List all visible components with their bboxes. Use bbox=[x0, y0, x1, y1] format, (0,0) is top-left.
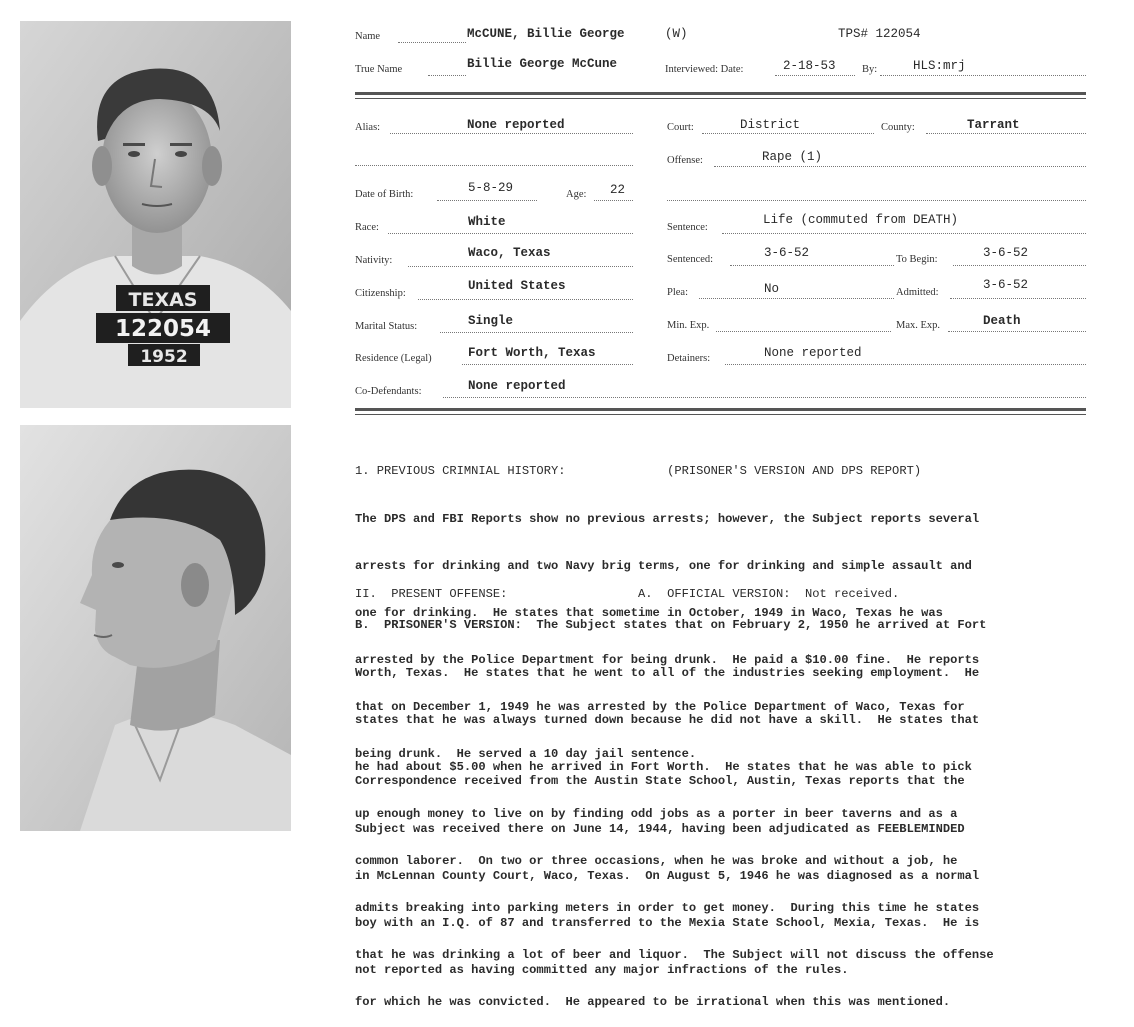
correspondence-line: Correspondence received from the Austin State School, Austin, Texas reports that the bbox=[355, 774, 965, 789]
alias-label: Alias: bbox=[355, 122, 381, 133]
prisoner-version-line: admits breaking into parking meters in order to get money. During this time he states bbox=[355, 901, 980, 916]
residence-label: Residence (Legal) bbox=[355, 353, 432, 364]
race-value: White bbox=[468, 215, 506, 229]
admitted-value: 3-6-52 bbox=[983, 278, 1029, 292]
name-value: McCUNE, Billie George bbox=[467, 27, 625, 41]
admitted-label: Admitted: bbox=[896, 287, 939, 298]
criminal-history-heading: 1. PREVIOUS CRIMNIAL HISTORY: bbox=[355, 464, 566, 479]
to-begin-label: To Begin: bbox=[896, 254, 938, 265]
correspondence-line: Subject was received there on June 14, 1944, having been adjudicated as FEEBLEMINDED bbox=[355, 821, 965, 836]
max-exp-dots bbox=[948, 331, 1086, 332]
tps-number: TPS# 122054 bbox=[838, 27, 921, 41]
by-dots bbox=[880, 75, 1086, 76]
prisoner-version-line: Worth, Texas. He states that he went to all of the industries seeking employment. He bbox=[355, 665, 980, 680]
plate-number-text: 122054 bbox=[114, 316, 212, 342]
dob-value: 5-8-29 bbox=[468, 181, 514, 195]
prisoner-version-line: that he was drinking a lot of beer and liquor. The Subject will not discuss the offense bbox=[355, 948, 994, 963]
interviewed-date: 2-18-53 bbox=[783, 59, 836, 73]
plate-state-text: TEXAS bbox=[128, 289, 198, 311]
prisoner-version-line: he had about $5.00 when he arrived in Fort Worth. He states that he was able to pick bbox=[355, 759, 972, 774]
citizenship-dots bbox=[418, 299, 633, 300]
official-version-text: A. OFFICIAL VERSION: Not received. bbox=[638, 587, 900, 602]
court-value: District bbox=[740, 118, 801, 132]
present-offense-heading: II. PRESENT OFFENSE: bbox=[355, 587, 508, 602]
prisoner-version-line: states that he was always turned down because he did not have a skill. He states that bbox=[355, 712, 980, 727]
history-line: The DPS and FBI Reports show no previous arrests; however, the Subject reports several bbox=[355, 511, 980, 526]
prisoner-version-line: up enough money to live on by finding odd jobs as a porter in beer taverns and as a bbox=[355, 806, 958, 821]
offense-label: Offense: bbox=[667, 155, 703, 166]
sentenced-dots bbox=[730, 265, 894, 266]
form-rule-top bbox=[355, 408, 1086, 411]
admitted-dots bbox=[950, 298, 1086, 299]
nativity-dots bbox=[408, 266, 633, 267]
race-label: Race: bbox=[355, 222, 379, 233]
residence-dots bbox=[462, 364, 633, 365]
alias-continuation-dots bbox=[355, 165, 633, 166]
detainers-dots bbox=[725, 364, 1086, 365]
sentenced-value: 3-6-52 bbox=[764, 246, 810, 260]
sentenced-label: Sentenced: bbox=[667, 254, 714, 265]
true-name-label: True Name bbox=[355, 64, 403, 75]
correspondence-line: in McLennan County Court, Waco, Texas. On August 5, 1946 he was diagnosed as a normal bbox=[355, 868, 980, 883]
marital-status-value: Single bbox=[468, 314, 514, 328]
interviewed-label: Interviewed: Date: bbox=[665, 64, 744, 75]
prisoner-version-line: B. PRISONER'S VERSION: The Subject states that on February 2, 1950 he arrived at Fort bbox=[355, 618, 987, 633]
co-defendants-label: Co-Defendants: bbox=[355, 386, 422, 397]
min-exp-label: Min. Exp. bbox=[667, 320, 710, 331]
max-exp-value: Death bbox=[983, 314, 1021, 328]
court-dots bbox=[702, 133, 874, 134]
by-value: HLS:mrj bbox=[913, 59, 966, 73]
nativity-value: Waco, Texas bbox=[468, 246, 551, 260]
offense-value: Rape (1) bbox=[762, 150, 823, 164]
plate-year-text: 1952 bbox=[140, 347, 188, 367]
correspondence-section bbox=[355, 743, 1090, 994]
dob-label: Date of Birth: bbox=[355, 189, 414, 200]
county-label: County: bbox=[881, 122, 915, 133]
residence-value: Fort Worth, Texas bbox=[468, 346, 596, 360]
age-label: Age: bbox=[566, 189, 587, 200]
nativity-label: Nativity: bbox=[355, 255, 393, 266]
citizenship-value: United States bbox=[468, 279, 566, 293]
history-line: being drunk. He served a 10 day jail sentence. bbox=[355, 747, 697, 762]
race-code: (W) bbox=[665, 27, 688, 41]
age-value: 22 bbox=[610, 183, 626, 197]
race-dots bbox=[388, 233, 633, 234]
dob-dots bbox=[437, 200, 537, 201]
sentence-label: Sentence: bbox=[667, 222, 708, 233]
name-dots bbox=[398, 42, 466, 43]
county-value: Tarrant bbox=[967, 118, 1020, 132]
plea-value: No bbox=[764, 282, 780, 296]
history-line: arrests for drinking and two Navy brig terms, one for drinking and simple assault and bbox=[355, 558, 972, 573]
history-line: that on December 1, 1949 he was arrested by the Police Department of Waco, Texas for bbox=[355, 699, 965, 714]
county-dots bbox=[926, 133, 1086, 134]
to-begin-value: 3-6-52 bbox=[983, 246, 1029, 260]
alias-value: None reported bbox=[467, 118, 565, 132]
max-exp-label: Max. Exp. bbox=[896, 320, 941, 331]
co-defendants-value: None reported bbox=[468, 379, 566, 393]
offense-continuation-dots bbox=[667, 200, 1086, 201]
mugshot-front-photo bbox=[20, 21, 291, 408]
header-rule-top bbox=[355, 92, 1086, 95]
history-line: one for drinking. He states that sometime in October, 1949 in Waco, Texas he was bbox=[355, 605, 943, 620]
court-label: Court: bbox=[667, 122, 694, 133]
co-defendants-dots bbox=[443, 397, 1086, 398]
age-dots bbox=[594, 200, 633, 201]
detainers-label: Detainers: bbox=[667, 353, 711, 364]
correspondence-line: not reported as having committed any major infractions of the rules. bbox=[355, 962, 849, 977]
history-line: arrested by the Police Department for being drunk. He paid a $10.00 fine. He reports bbox=[355, 652, 980, 667]
name-label: Name bbox=[355, 31, 381, 42]
mugshot-profile-photo bbox=[20, 425, 291, 831]
prisoner-version-line: common laborer. On two or three occasions, when he was broke and without a job, he bbox=[355, 853, 958, 868]
sentence-dots bbox=[722, 233, 1086, 234]
citizenship-label: Citizenship: bbox=[355, 288, 406, 299]
marital-status-label: Marital Status: bbox=[355, 321, 418, 332]
min-exp-dots bbox=[716, 331, 891, 332]
true-name-value: Billie George McCune bbox=[467, 57, 618, 71]
prisoner-version-line: for which he was convicted. He appeared to be irrational when this was mentioned. bbox=[355, 995, 951, 1010]
criminal-history-source: (PRISONER'S VERSION AND DPS REPORT) bbox=[667, 464, 922, 479]
header-rule-bottom bbox=[355, 98, 1086, 99]
form-rule-bottom bbox=[355, 414, 1086, 415]
correspondence-line: boy with an I.Q. of 87 and transferred to the Mexia State School, Mexia, Texas. He is bbox=[355, 915, 980, 930]
interviewed-dots bbox=[775, 75, 855, 76]
marital-status-dots bbox=[440, 332, 633, 333]
plea-label: Plea: bbox=[667, 287, 688, 298]
alias-dots bbox=[390, 133, 633, 134]
detainers-value: None reported bbox=[764, 346, 862, 360]
to-begin-dots bbox=[953, 265, 1086, 266]
plea-dots bbox=[699, 298, 894, 299]
offense-dots bbox=[714, 166, 1086, 167]
sentence-value: Life (commuted from DEATH) bbox=[763, 213, 959, 227]
true-name-dots bbox=[428, 75, 466, 76]
by-label: By: bbox=[862, 64, 878, 75]
